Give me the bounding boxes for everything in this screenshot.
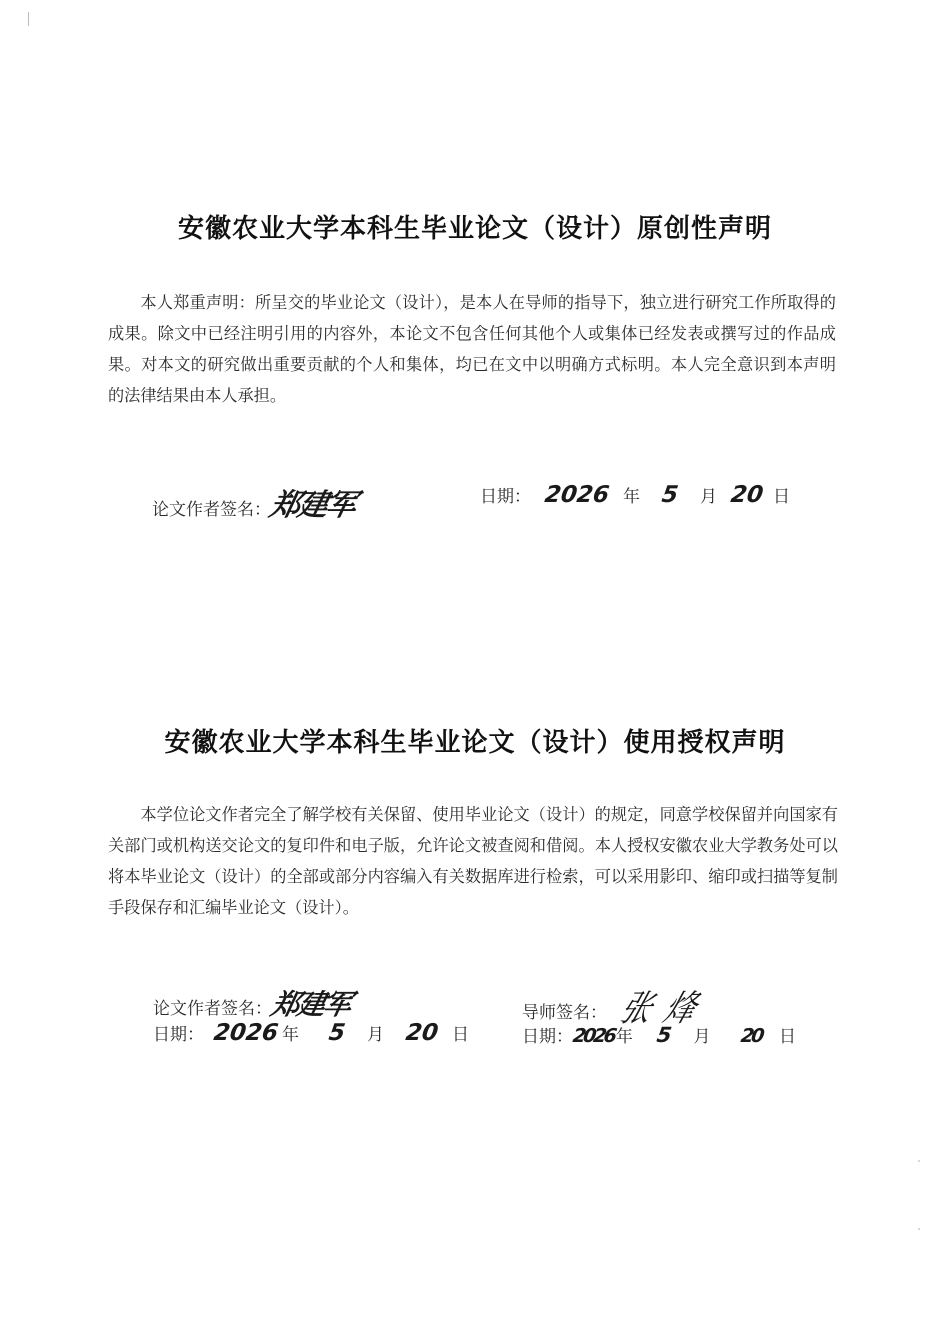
author-handwritten-signature: 郑建军: [268, 988, 354, 1021]
originality-declaration-title: 安徽农业大学本科生毕业论文（设计）原创性声明: [177, 214, 772, 244]
supervisor-date-line: [522, 1022, 796, 1047]
originality-date-line: [480, 482, 790, 508]
scan-mark: [28, 12, 29, 26]
date-month-handwritten: 5: [660, 482, 680, 508]
date-month-handwritten: 5: [327, 1020, 347, 1046]
day-unit: 日: [452, 1025, 470, 1045]
month-unit: 月: [700, 487, 718, 507]
author-signature-label: 论文作者签名：: [153, 999, 272, 1019]
date-label: 日期：: [480, 487, 531, 507]
authorization-author-date-line: [153, 1020, 469, 1046]
supervisor-signature-label: 导师签名：: [522, 1003, 607, 1023]
authorization-declaration-title: 安徽农业大学本科生毕业论文（设计）使用授权声明: [164, 728, 786, 758]
date-year-handwritten: 2026: [543, 482, 611, 508]
date-day-handwritten: 20: [729, 482, 765, 508]
month-unit: 月: [693, 1027, 711, 1047]
year-unit: 年: [615, 1027, 633, 1047]
date-label: 日期：: [153, 1025, 204, 1045]
month-unit: 月: [367, 1025, 385, 1045]
supervisor-signature-line: [522, 983, 705, 1031]
day-unit: 日: [773, 487, 791, 507]
author-handwritten-signature: 郑建军: [266, 488, 358, 523]
year-unit: 年: [282, 1025, 300, 1045]
scan-speck: [918, 1228, 920, 1230]
supervisor-handwritten-signature: 张 烽: [614, 988, 705, 1031]
date-month-handwritten: 5: [655, 1023, 674, 1047]
day-unit: 日: [778, 1027, 796, 1047]
year-unit: 年: [623, 487, 641, 507]
authorization-declaration-body: 本学位论文作者完全了解学校有关保留、使用毕业论文（设计）的规定，同意学校保留并向国家有关部门或机构送交论文的复印件和电子版，允许论文被查阅和借阅。本人授权安徽农业大学教务处可以将本毕业论文（设计）的全部或部分内容编入有关数据库进行检索，可以采用影印、缩印或扫描等复制手段保存和汇编毕业论文（设计）。: [108, 805, 838, 917]
date-day-handwritten: 20: [738, 1025, 763, 1047]
authorization-author-signature-line: [153, 983, 354, 1023]
author-signature-label: 论文作者签名：: [152, 500, 271, 520]
originality-declaration-body: 本人郑重声明：所呈交的毕业论文（设计），是本人在导师的指导下，独立进行研究工作所取得的成果。除文中已经注明引用的内容外，本论文不包含任何其他个人或集体已经发表或撰写过的作品成果。对本文的研究做出重要贡献的个人和集体，均已在文中以明确方式标明。本人完全意识到本声明的法律结果由本人承担。: [108, 293, 836, 405]
originality-author-signature-line: [152, 480, 358, 524]
date-year-handwritten: 2026: [212, 1020, 280, 1046]
date-label: 日期：: [522, 1027, 573, 1047]
scan-speck: [918, 1160, 920, 1162]
date-year-handwritten: 2026: [571, 1025, 616, 1047]
date-day-handwritten: 20: [404, 1020, 440, 1046]
